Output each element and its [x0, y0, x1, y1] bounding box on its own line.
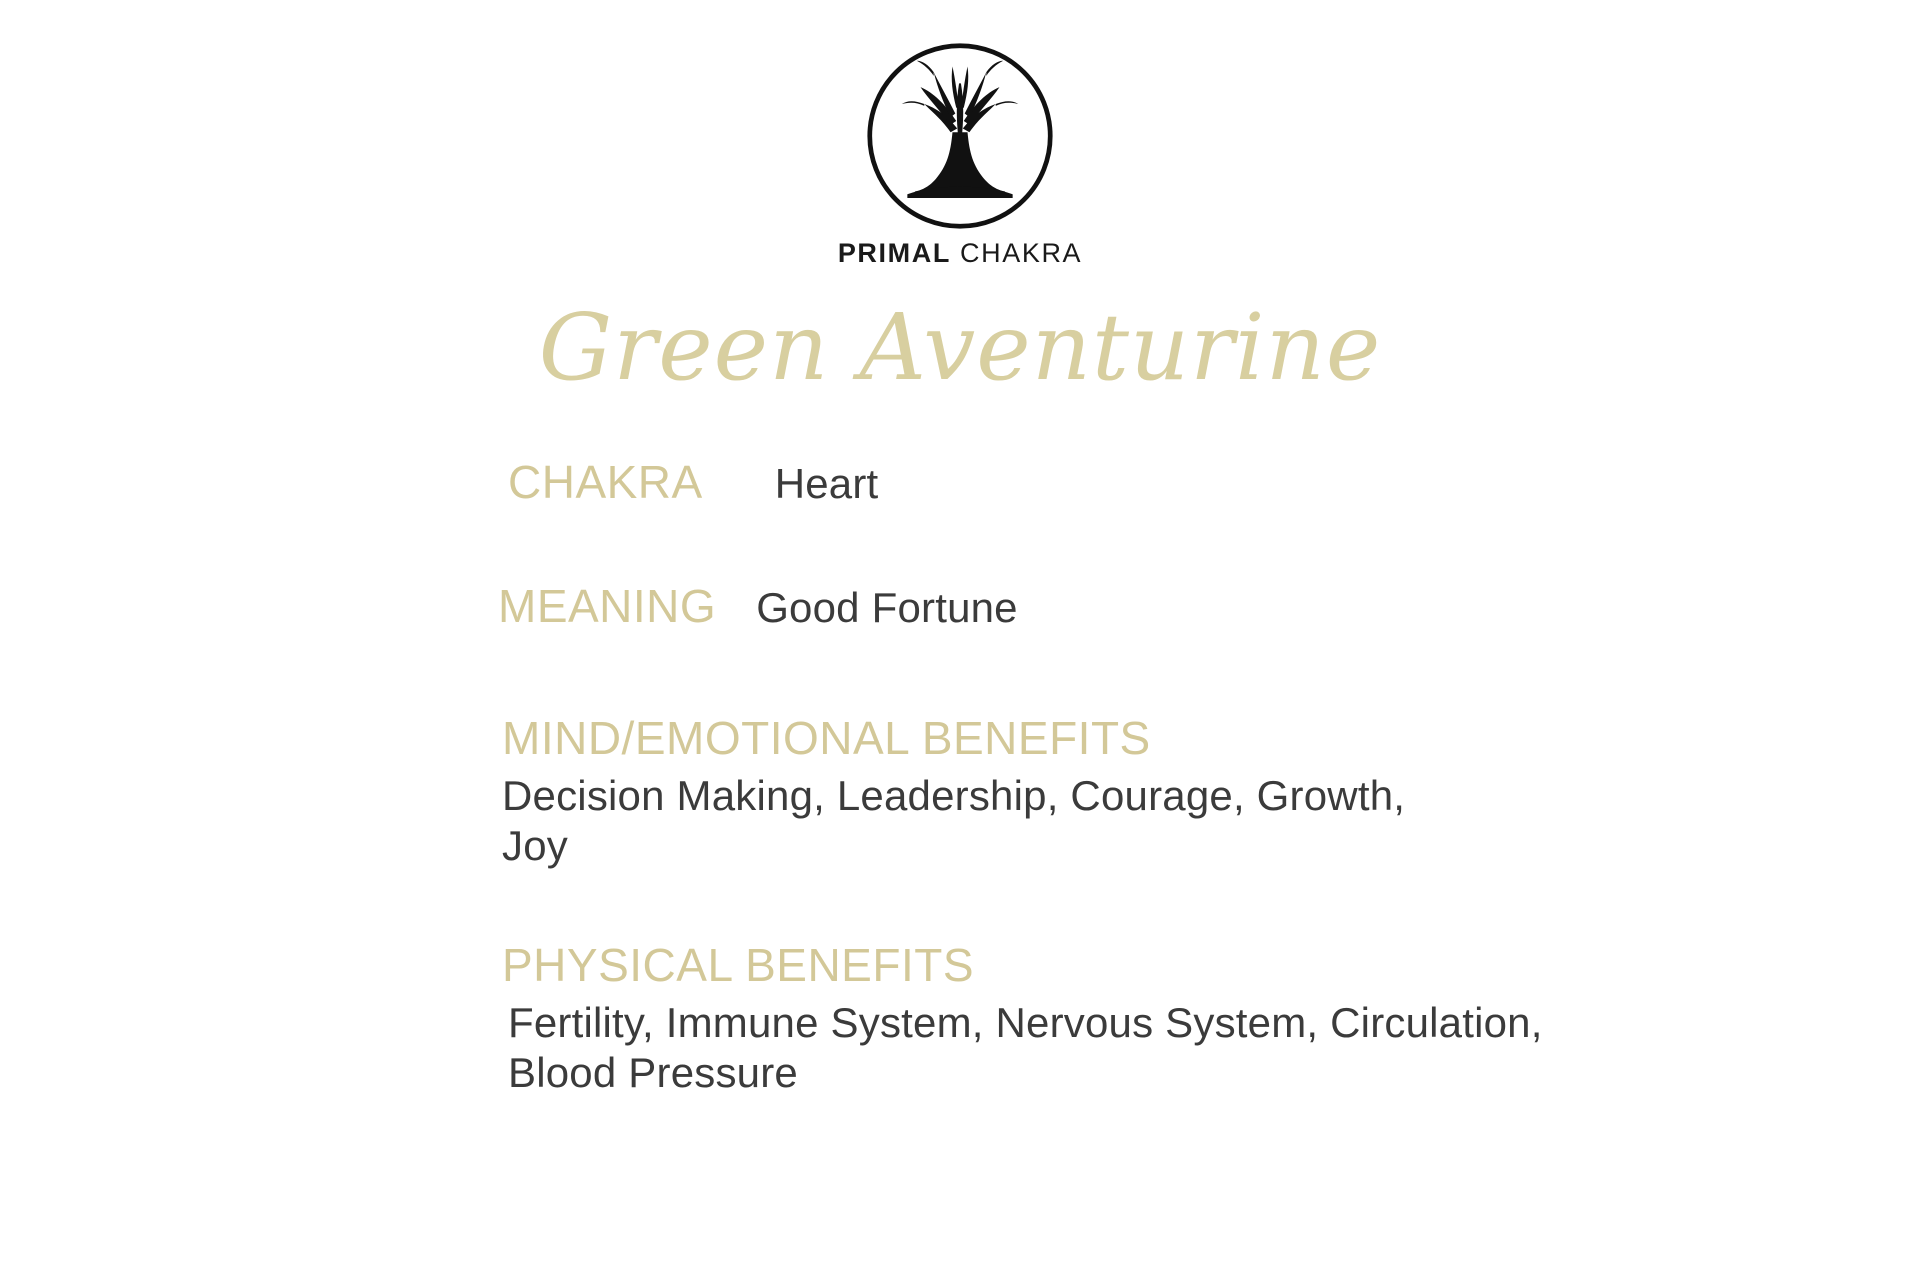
info-row-meaning: [0, 579, 1920, 633]
chakra-value: Heart: [774, 460, 879, 507]
brand-wordmark: [838, 238, 1082, 269]
mind-emotional-benefits-value: Decision Making, Leadership, Courage, Growth, Joy: [502, 772, 1406, 869]
brand-wordmark-primal: PRIMAL: [837, 238, 951, 268]
info-row-physical-benefits: [0, 938, 1920, 1097]
tree-of-life-icon: [866, 42, 1054, 230]
meaning-value: Good Fortune: [756, 584, 1018, 631]
info-list: [0, 455, 1920, 1165]
page-title: Green Aventurine: [538, 294, 1382, 401]
meaning-label: MEANING: [498, 580, 717, 632]
info-row-chakra: [0, 455, 1920, 509]
physical-benefits-label: PHYSICAL BENEFITS: [502, 939, 975, 992]
mind-emotional-benefits-label: MIND/EMOTIONAL BENEFITS: [502, 712, 1151, 764]
info-row-mind-emotional-benefits: [0, 711, 1920, 870]
brand-wordmark-chakra: CHAKRA: [960, 238, 1083, 268]
chakra-label: CHAKRA: [508, 456, 703, 508]
brand-logo: [0, 42, 1920, 269]
physical-benefits-value: Fertility, Immune System, Nervous System, Circulation, Blood Pressure: [508, 999, 1543, 1096]
